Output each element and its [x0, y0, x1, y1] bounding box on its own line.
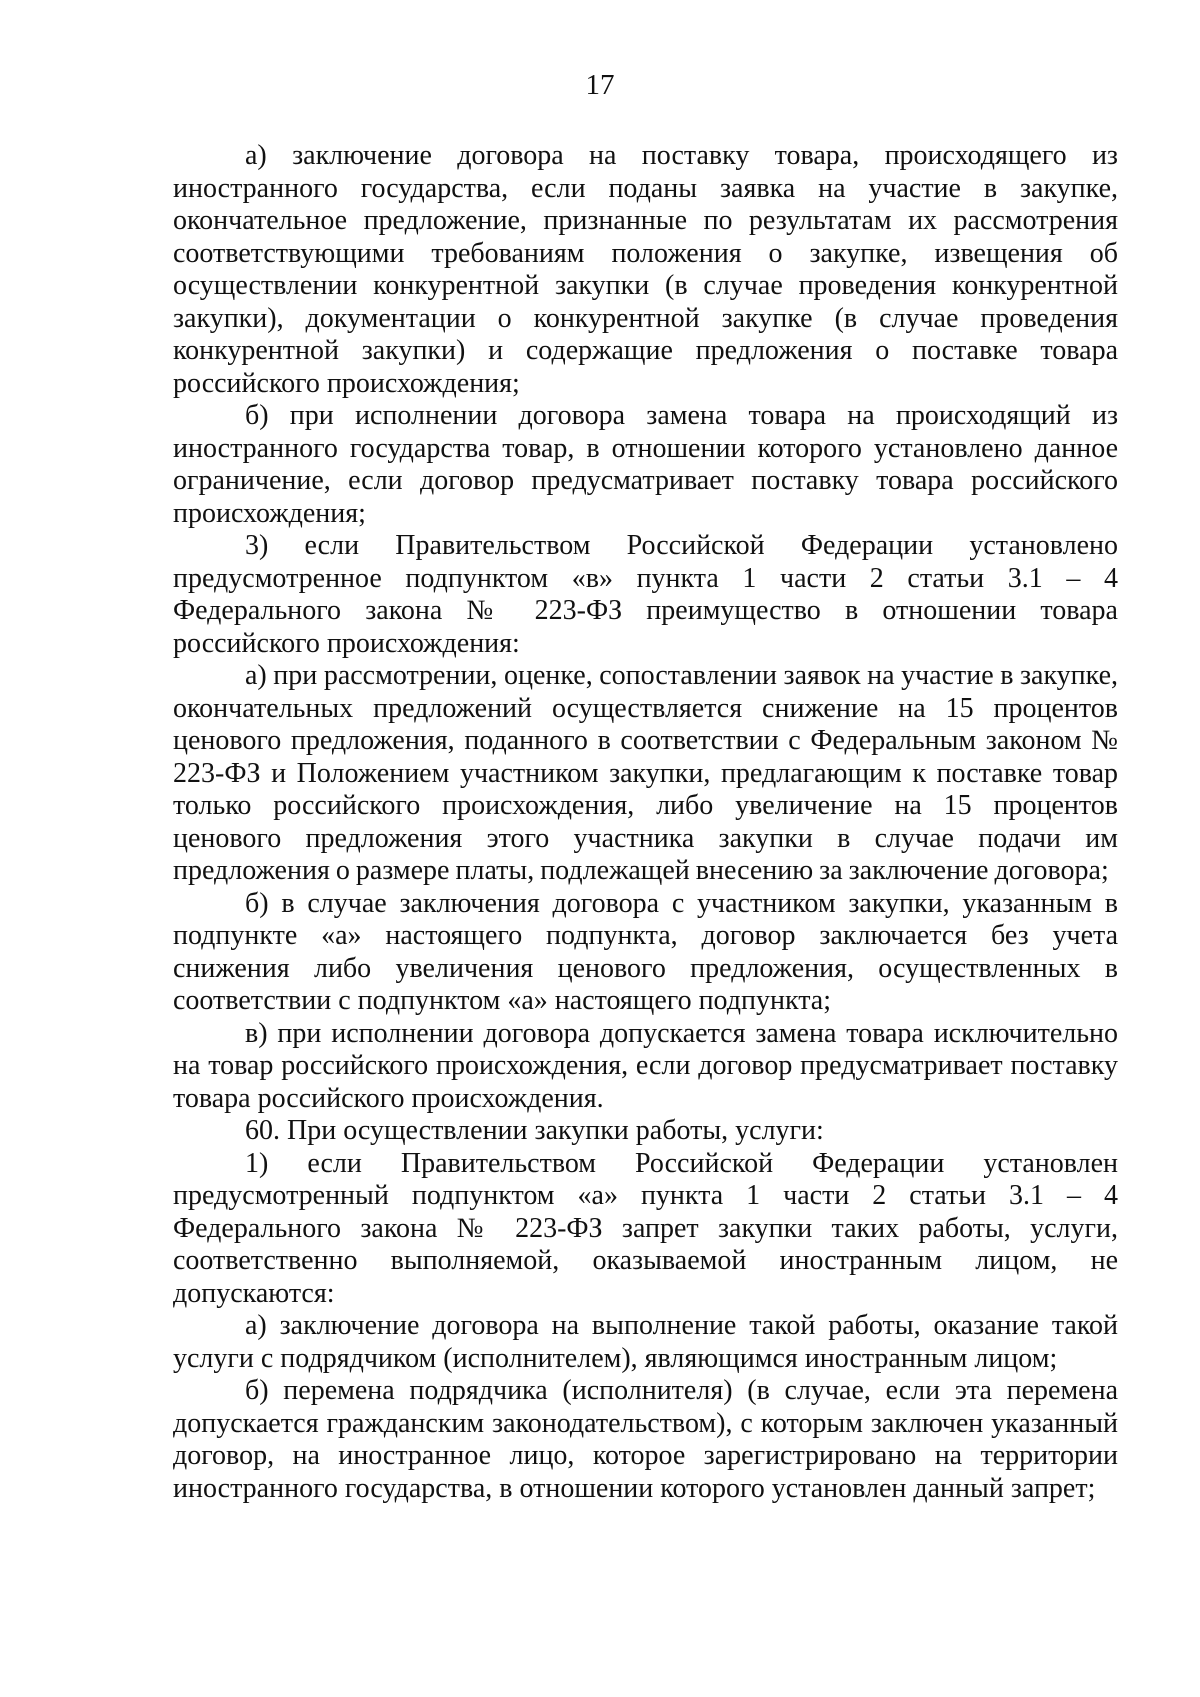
paragraph-60-1a-contract-foreign-person: а) заключение договора на выполнение такой работы, оказание такой услуги с подрядчиком (исполнителем), являющимся иностранным лицом; [173, 1310, 1118, 1374]
document-body [173, 140, 1118, 1505]
paragraph-1b-goods-replacement: б) при исполнении договора замена товара на происходящий из иностранного государства товар, в отношении которого установлено данное ограничение, если договор предусматривает поставку товара российского происхождения; [173, 400, 1118, 529]
paragraph-60-works-services: 60. При осуществлении закупки работы, услуги: [245, 1115, 824, 1146]
paragraph-3-russian-origin-preference: 3) если Правительством Российской Федерации установлено предусмотренное подпунктом «в» пункта 1 части 2 статьи 3.1 – 4 Федерального закона № 223-ФЗ преимущество в отношении товара российского происхождения: [173, 530, 1118, 659]
paragraph-3c-goods-replacement: в) при исполнении договора допускается замена товара исключительно на товар российского происхождения, если договор предусматривает поставку товара российского происхождения. [173, 1017, 1118, 1114]
page-number: 17 [585, 69, 615, 101]
paragraph-1a-contract-foreign-goods: а) заключение договора на поставку товара, происходящего из иностранного государства, если поданы заявка на участие в закупке, окончательное предложение, признанные по результатам их рассмотрения соответствующими требованиям положения о закупке, извещения об осуществлении конкурентной закупки (в случае проведения конкурентной закупки), документации о конкурентной закупке (в случае проведения конкурентной закупки) и содержащие предложения о поставке товара российского происхождения; [173, 140, 1118, 399]
paragraph-3a-price-reduction: а) при рассмотрении, оценке, сопоставлении заявок на участие в закупке, окончательных предложений осуществляется снижение на 15 процентов ценового предложения, поданного в соответствии с Федеральным законом № 223-ФЗ и Положением участником закупки, предлагающим к поставке товар только российского происхождения, либо увеличение на 15 процентов ценового предложения этого участника закупки в случае подачи им предложения о размере платы, подлежащей внесению за заключение договора; [173, 660, 1118, 886]
paragraph-60-1b-contractor-change: б) перемена подрядчика (исполнителя) (в случае, если эта перемена допускается гражданским законодательством), с которым заключен указанный договор, на иностранное лицо, которое зарегистрировано на территории иностранного государства, в отношении которого установлен данный запрет; [173, 1375, 1118, 1504]
paragraph-3b-contract-conclusion: б) в случае заключения договора с участником закупки, указанным в подпункте «а» настоящего подпункта, договор заключается без учета снижения либо увеличения ценового предложения, осуществленных в соответствии с подпунктом «а» настоящего подпункта; [173, 887, 1118, 1016]
paragraph-60-1-prohibition: 1) если Правительством Российской Федерации установлен предусмотренный подпунктом «а» пункта 1 части 2 статьи 3.1 – 4 Федерального закона № 223-ФЗ запрет закупки таких работы, услуги, соответственно выполняемой, оказываемой иностранным лицом, не допускаются: [173, 1147, 1118, 1309]
